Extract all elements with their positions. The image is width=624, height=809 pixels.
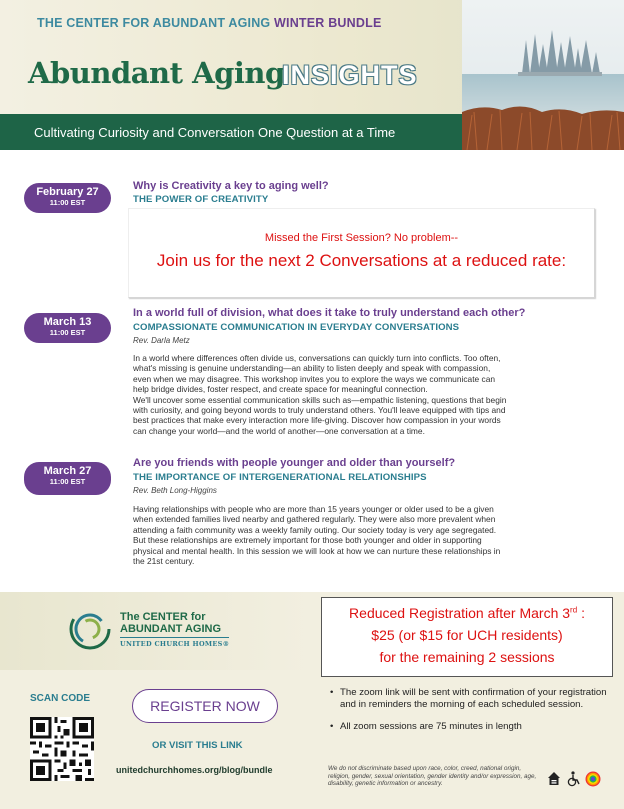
session-1-title: THE POWER OF CREATIVITY [133,194,269,205]
description-line: We'll uncover some essential communication skills such as—empathic listening, questions that begin [133,394,507,405]
logo-line-3: UNITED CHURCH HOMES® [120,637,229,648]
reduced-line-1: Reduced Registration after March 3rd : [349,605,585,621]
list-item: • The zoom link will be sent with confirmation of your registration and in reminders the morning of each scheduled session. [328,687,608,710]
non-discrimination-disclaimer: We do not discriminate based upon race, color, creed, national origin, religion, gender, sexual orientation, gender identity and/or expression, age, disability, genetic information or ancestry. [328,765,537,788]
description-line: with curiosity, and going beyond words to truly understand others. You'll leave equipped with tips and [133,405,506,416]
description-line: even when we may disagree. This workshop invites you to explore the ways we communicate can [133,373,496,384]
session-3-presenter: Rev. Beth Long-Higgins [133,486,217,495]
missed-line-2: Join us for the next 2 Conversations at a reduced rate: [156,251,567,270]
qr-code[interactable] [30,717,94,781]
session-1-date-pill [24,183,111,213]
logo-swirl-icon [68,607,112,651]
header-banner [0,0,624,150]
brand-title: Abundant Aging [28,56,285,90]
tagline-text: Cultivating Curiosity and Conversation One Question at a Time [34,125,396,140]
session-3-description [133,504,598,566]
equal-housing-icon [548,772,560,785]
session-2-time: 11:00 EST [49,328,86,337]
register-link[interactable]: unitedchurchhomes.org/blog/bundle [116,765,273,775]
bundle-suffix: WINTER BUNDLE [274,16,382,30]
center-logo [0,592,312,670]
winter-lake-photo [462,0,624,150]
description-line: what's missing is genuine understanding—an ability to listen deeply and speak with compassion, [133,363,491,374]
description-line: But these relationships are extremely important for those both younger and older in supporting [133,535,482,546]
logo-line-2: ABUNDANT AGING [120,623,222,635]
session-3-time: 11:00 EST [49,477,86,486]
session-2-question: In a world full of division, what does it take to truly understand each other? [133,307,526,319]
reduced-line-3: for the remaining 2 sessions [379,649,555,665]
description-line: can change your world—and the world of another—one conversation at a time. [133,425,425,436]
session-2-date-pill [24,313,111,343]
reduced-registration-box [321,597,613,677]
register-now-button[interactable]: REGISTER NOW [132,689,278,723]
session-1-date: February 27 [36,186,99,198]
list-item: • All zoom sessions are 75 minutes in length [328,721,608,733]
session-1-time: 11:00 EST [49,198,86,207]
brand-highlight: INSIGHTS [282,60,418,90]
scan-code-label: SCAN CODE [30,693,91,704]
or-visit-label: OR VISIT THIS LINK [152,740,243,751]
reduced-line-2: $25 (or $15 for UCH residents) [371,627,563,643]
session-3-date: March 27 [43,465,92,477]
missed-line-1: Missed the First Session? No problem-- [264,232,459,244]
description-line: physical and mental health. In this session we will look at how we can nurture these relationships in [133,545,501,556]
description-line: Having relationships with people who are more than 15 years younger or older used to be a given [133,504,494,514]
compliance-icons [546,769,606,789]
tagline-banner [0,114,462,150]
description-line: attending a faith community was a weekly family outing. Our society today is very age segregated. [133,524,497,535]
session-2-presenter: Rev. Darla Metz [133,336,190,345]
session-2-date: March 13 [43,316,92,328]
description-line: best practices that make every interaction more life-giving. Discover how compassion in your words [133,415,501,426]
description-line: when extended families lived nearby and gathered regularly. They were also more prevalent when [133,514,496,525]
accessibility-icon [568,771,579,785]
zoom-info-list [328,687,608,733]
logo-line-1: The CENTER for [120,611,206,623]
description-line: the 21st century. [133,556,195,567]
session-2-title: COMPASSIONATE COMMUNICATION IN EVERYDAY CONVERSATIONS [133,322,460,333]
session-3-date-pill [24,462,111,495]
footer-panel [0,592,624,809]
description-line: help bridge divides, foster respect, and create space for meaningful connection. [133,384,428,395]
session-1-question: Why is Creativity a key to aging well? [133,180,329,192]
session-2-description [133,353,598,436]
bundle-title [37,16,381,30]
session-3-question: Are you friends with people younger and older than yourself? [133,457,456,469]
session-3-title: THE IMPORTANCE OF INTERGENERATIONAL RELATIONSHIPS [133,472,427,483]
missed-session-callout [128,208,595,298]
bundle-prefix: THE CENTER FOR ABUNDANT AGING [37,16,271,30]
rainbow-heart-icon [586,772,601,787]
description-line: In a world where differences often divide us, conversations can quickly turn into conflicts. Too often, [133,353,501,363]
